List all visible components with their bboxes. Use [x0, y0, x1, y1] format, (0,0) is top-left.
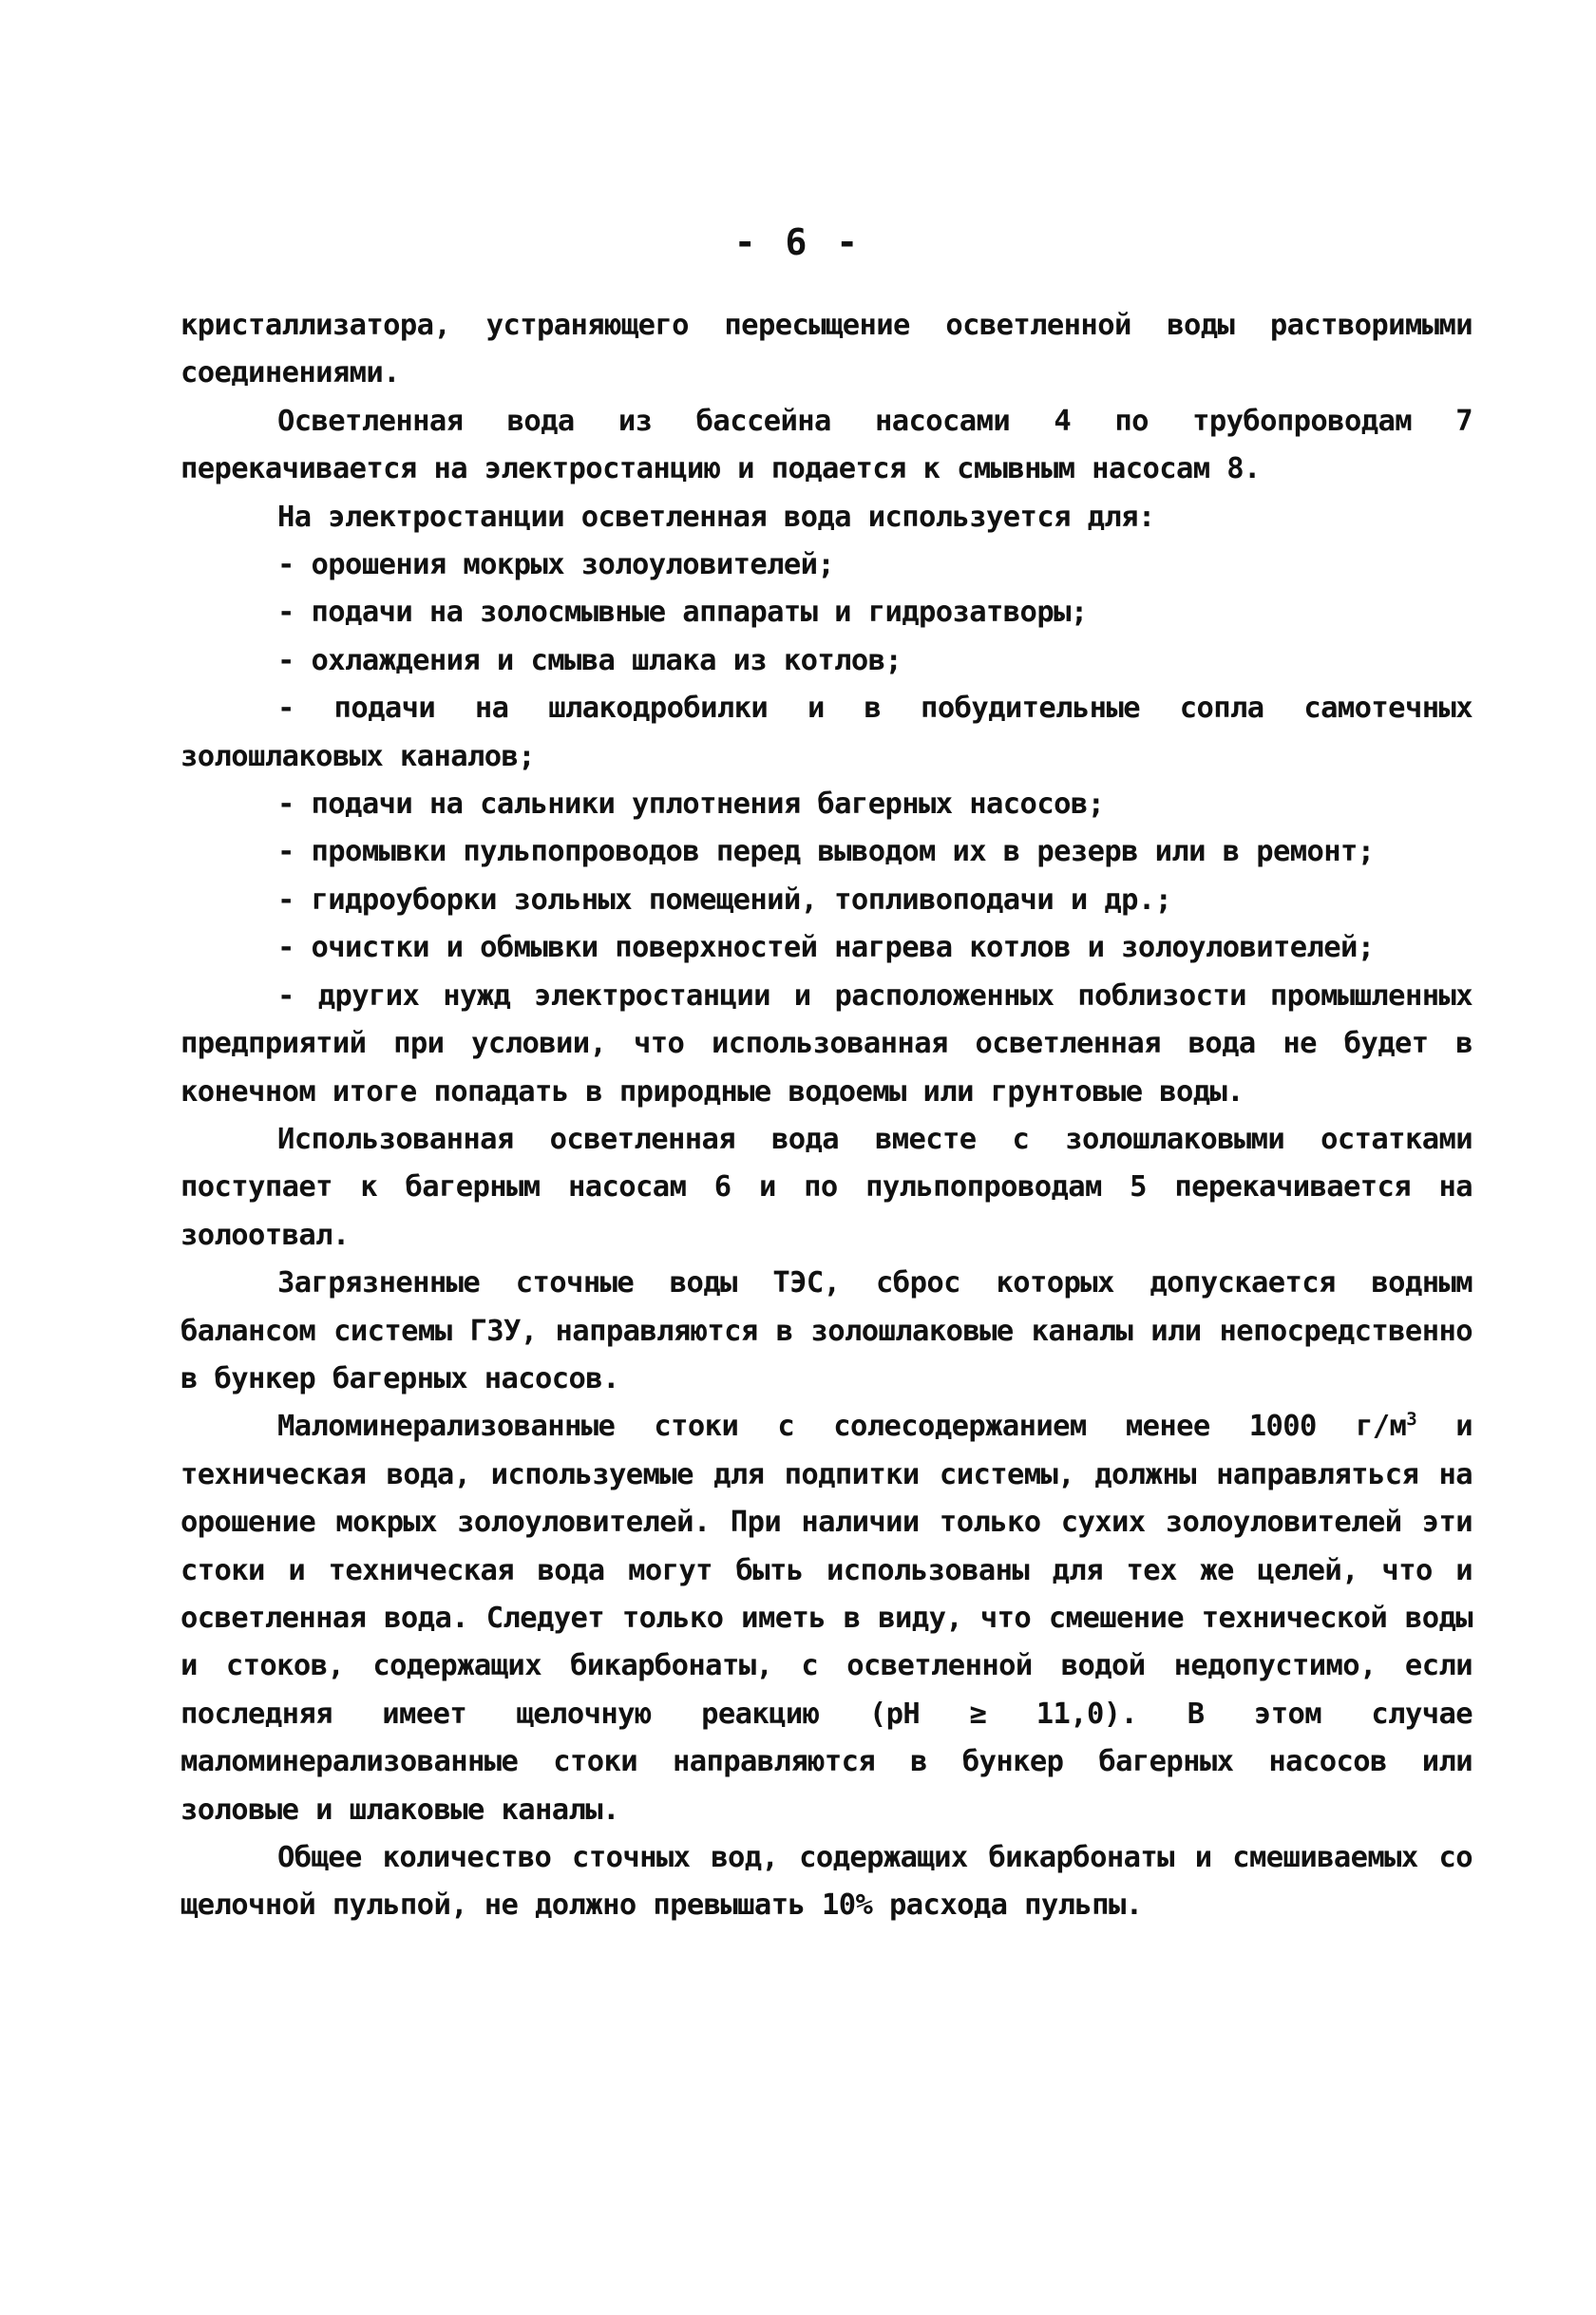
paragraph-low-mineral-runoff: [180, 1403, 1472, 1834]
list-item: - промывки пульпопроводов перед выводом их в резерв или в ремонт;: [277, 835, 1375, 869]
paragraph-total-wastewater: Общее количество сточных вод, содержащих бикарбонаты и смешиваемых со щелочной пульпой, не должно превышать 10% расхода пульпы.: [180, 1841, 1472, 1923]
paragraph-clarified-water: Осветленная вода из бассейна насосами 4 по трубопроводам 7 перекачивается на электростанцию и подается к смывным насосам 8.: [180, 404, 1472, 486]
list-item: - очистки и обмывки поверхностей нагрева котлов и золоуловителей;: [277, 931, 1375, 965]
list-item: - охлаждения и смыва шлака из котлов;: [277, 643, 902, 677]
paragraph-continuation: кристаллизатора, устраняющего пересыщение осветленной воды растворимыми соединениями.: [180, 309, 1472, 390]
paragraph-used-water: Использованная осветленная вода вместе с золошлаковыми остатками поступает к багерным насосам 6 и по пульпопроводам 5 перекачивается на золоотвал.: [180, 1122, 1472, 1252]
body-text: [180, 302, 1472, 1930]
paragraph-contaminated-water: Загрязненные сточные воды ТЭС, сброс которых допускается водным балансом системы ГЗУ, направляются в золошлаковые каналы или непосредственно в бункер багерных насосов.: [180, 1266, 1472, 1395]
paragraph-uses-intro: На электростанции осветленная вода используется для:: [277, 500, 1155, 534]
list-item: - других нужд электростанции и расположенных поблизости промышленных предприятий при условии, что использованная осветленная вода не будет в конечном итоге попадать в природные водоемы или грунтовые воды.: [180, 978, 1472, 1109]
list-item: - подачи на шлакодробилки и в побудительные сопла самотечных золошлаковых каналов;: [180, 692, 1472, 773]
list-item: - гидроуборки зольных помещений, топливоподачи и др.;: [277, 882, 1172, 917]
paragraph-text: Маломинерализованные стоки с солесодержанием менее 1000 г/м: [277, 1410, 1407, 1444]
list-item: - орошения мокрых золоуловителей;: [277, 548, 835, 582]
list-item: - подачи на золосмывные аппараты и гидрозатворы;: [277, 596, 1088, 630]
paragraph-text: и техническая вода, используемые для подпитки системы, должны направляться на орошение мокрых золоуловителей. При наличии только сухих золоуловителей эти стоки и техническая вода могут быть использованы для тех же целей, что и осветленная вода. Следует только иметь в виду, что смешение технической воды и стоков, содержащих бикарбонаты, с осветленной водой недопустимо, если последняя имеет щелочную реакцию (pH ≥ 11,0). В этом случае маломинерализованные стоки направляются в бункер багерных насосов или золовые и шлаковые каналы.: [180, 1410, 1472, 1827]
page-number: - 6 -: [733, 221, 863, 263]
list-item: - подачи на сальники уплотнения багерных насосов;: [277, 787, 1105, 822]
superscript: 3: [1406, 1409, 1417, 1431]
